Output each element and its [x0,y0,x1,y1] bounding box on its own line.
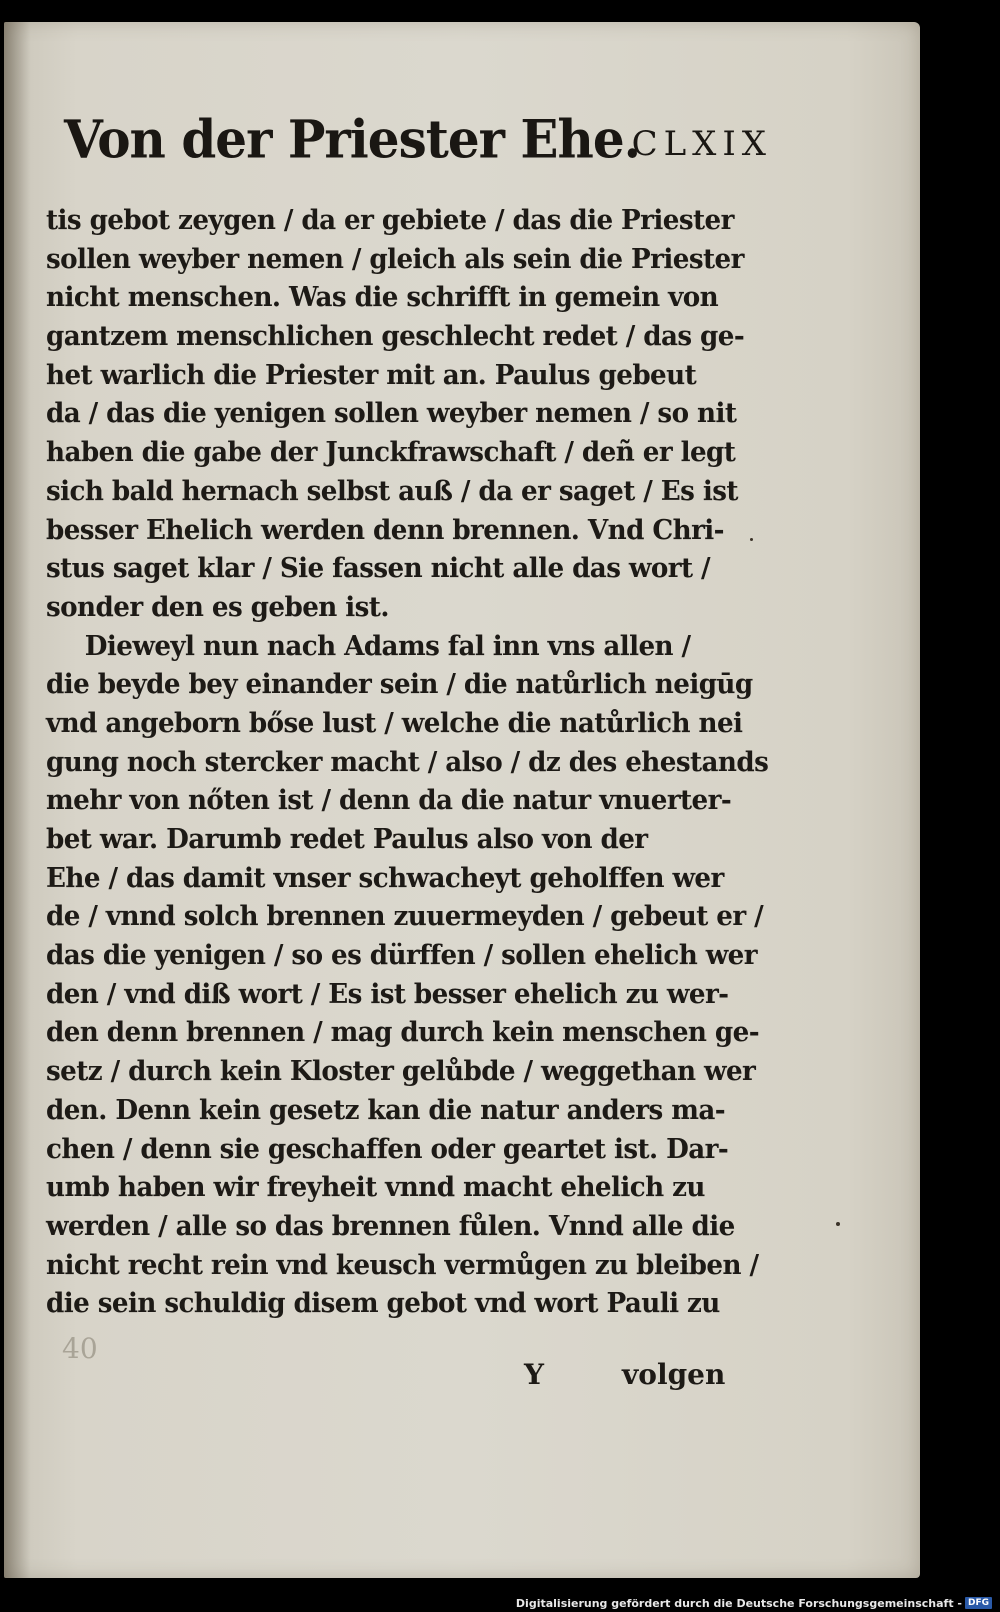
text-line: sonder den es geben ist. [46,591,389,623]
dfg-logo-icon: DFG [965,1597,992,1609]
text-line: tis gebot zeygen / da er gebiete / das die Priester [46,205,734,236]
running-title: Von der Priester Ehe. [64,108,641,170]
text-line: den / vnd diß wort / Es ist besser ehelich zu wer- [46,978,729,1010]
text-line: nicht menschen. Was die schrifft in gemein von [46,282,719,314]
text-line: de / vnnd solch brennen zuuermeyden / gebeut er / [46,901,764,933]
ink-speck [750,538,753,541]
text-line: vnd angeborn bőse lust / welche die natůrlich nei [46,707,743,739]
catchword: volgen [622,1358,726,1391]
text-line: het warlich die Priester mit an. Paulus gebeut [46,359,697,391]
text-line: setz / durch kein Kloster gelůbde / weggethan wer [46,1056,756,1088]
text-line: mehr von nőten ist / denn da die natur vnuerter- [46,785,732,817]
text-line: den denn brennen / mag durch kein menschen ge- [46,1017,760,1049]
ink-speck [836,1222,840,1226]
text-line: gung noch stercker macht / also / dz des ehestands [46,746,769,778]
pencil-annotation: 40 [62,1332,98,1365]
text-line: umb haben wir freyheit vnnd macht ehelich zu [46,1172,705,1204]
credit-text: Digitalisierung gefördert durch die Deutsche Forschungsgemeinschaft - [515,1596,962,1610]
digitization-credit [516,1596,992,1610]
running-header [64,108,772,188]
text-line: den. Denn kein gesetz kan die natur anders ma- [46,1094,726,1126]
paragraph-start-line: Dieweyl nun nach Adams fal inn vns allen / [84,630,691,662]
text-line: die sein schuldig disem gebot vnd wort Pauli zu [46,1288,720,1320]
text-line: da / das die yenigen sollen weyber nemen / so nit [46,398,737,430]
text-line: das die yenigen / so es dürffen / sollen ehelich wer [46,940,757,972]
folio-number: CLXIX [631,124,772,164]
text-line: stus saget klar / Sie fassen nicht alle das wort / [46,553,710,585]
text-line: Ehe / das damit vnser schwacheyt geholffen wer [46,862,724,894]
body-text [46,202,769,1324]
book-page [4,22,920,1578]
signature-mark: Y [524,1358,544,1391]
text-line: bet war. Darumb redet Paulus also von der [46,824,648,855]
text-line: besser Ehelich werden denn brennen. Vnd Chri- [46,514,724,546]
page-footer [46,1358,746,1402]
text-line: die beyde bey einander sein / die natůrlich neigūg [46,669,753,701]
text-line: chen / denn sie geschaffen oder geartet ist. Dar- [46,1133,729,1165]
text-line: werden / alle so das brennen fůlen. Vnnd alle die [46,1210,735,1242]
text-line: sich bald hernach selbst auß / da er saget / Es ist [46,475,738,507]
text-line: gantzem menschlichen geschlecht redet / das ge- [46,321,745,353]
text-line: nicht recht rein vnd keusch vermůgen zu bleiben / [46,1249,759,1281]
text-line: sollen weyber nemen / gleich als sein die Priester [46,243,744,275]
text-line: haben die gabe der Junckfrawschaft / deñ er legt [46,437,736,469]
